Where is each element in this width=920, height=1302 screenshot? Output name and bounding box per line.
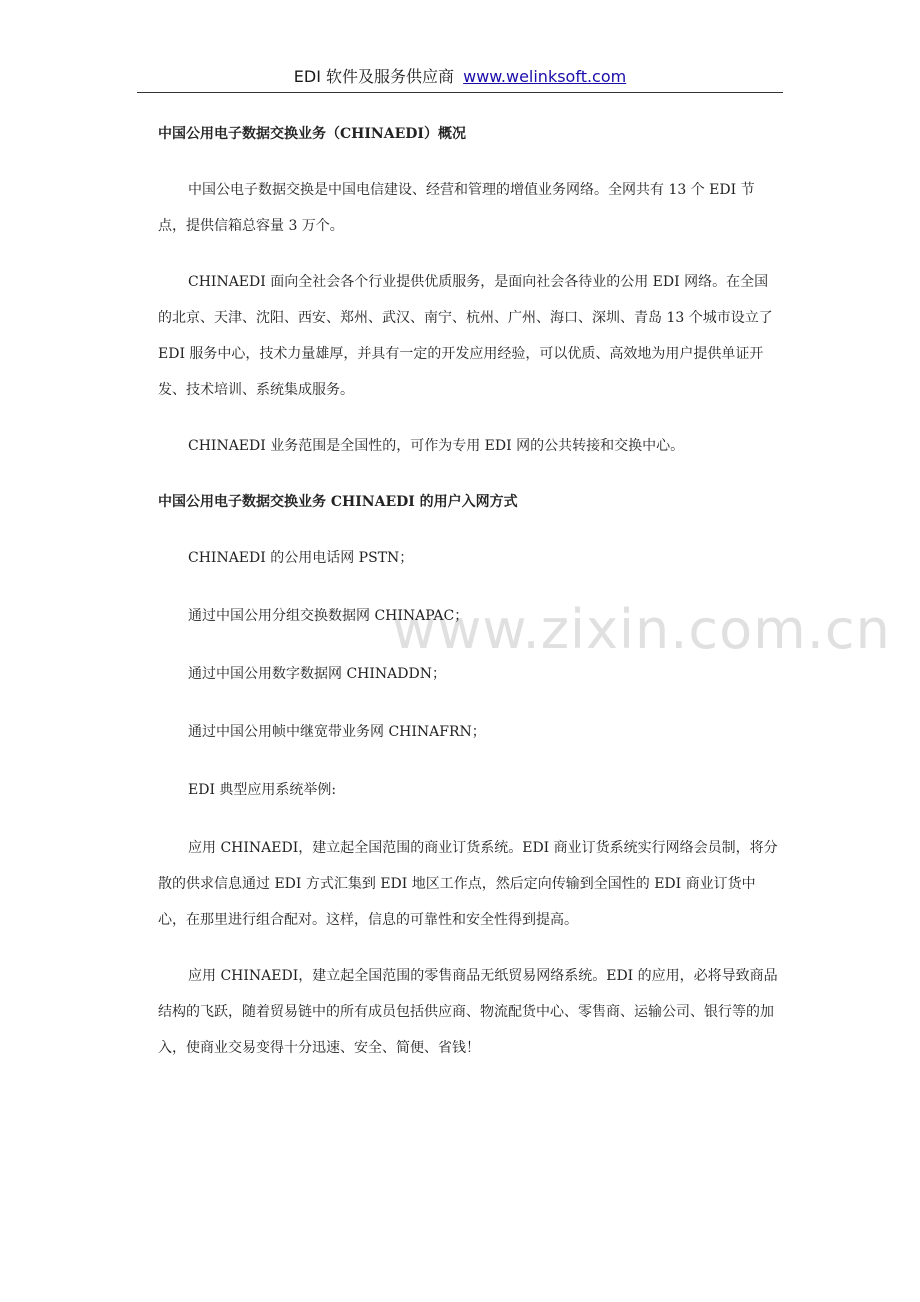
header-divider: [137, 92, 783, 93]
section-heading-overview: 中国公用电子数据交换业务（CHINAEDI）概况: [158, 126, 466, 142]
access-item-chinafrn: 通过中国公用帧中继宽带业务网 CHINAFRN；: [188, 724, 486, 740]
paragraph-intro: 中国公电子数据交换是中国电信建设、经营和管理的增值业务网络。全网共有 13 个 EDI 节点，提供信箱总容量 3 万个。: [158, 182, 755, 234]
paragraph-service: CHINAEDI 面向全社会各个行业提供优质服务，是面向社会各待业的公用 EDI 网络。在全国的北京、天津、沈阳、西安、郑州、武汉、南宁、杭州、广州、海口、深圳、青岛 13 个城市设立了 EDI 服务中心，技术力量雄厚，并具有一定的开发应用经验，可以优质、高效地为用户提供单证开发、技术培训、系统集成服务。: [158, 274, 773, 398]
access-item-pstn: CHINAEDI 的公用电话网 PSTN；: [188, 550, 414, 566]
document-body: [158, 116, 778, 1086]
paragraph-paperless-trade: 应用 CHINAEDI，建立起全国范围的零售商品无纸贸易网络系统。EDI 的应用，必将导致商品结构的飞跃，随着贸易链中的所有成员包括供应商、物流配货中心、零售商、运输公司、银行等的加入，使商业交易变得十分迅速、安全、简便、省钱！: [158, 968, 778, 1056]
paragraph-ordering-system: 应用 CHINAEDI，建立起全国范围的商业订货系统。EDI 商业订货系统实行网络会员制，将分散的供求信息通过 EDI 方式汇集到 EDI 地区工作点，然后定向传输到全国性的 EDI 商业订货中心，在那里进行组合配对。这样，信息的可靠性和安全性得到提高。: [158, 840, 778, 928]
access-item-chinapac: 通过中国公用分组交换数据网 CHINAPAC；: [188, 608, 469, 624]
page-header: [137, 62, 783, 92]
section-heading-access: 中国公用电子数据交换业务 CHINAEDI 的用户入网方式: [158, 494, 518, 510]
paragraph-scope: CHINAEDI 业务范围是全国性的，可作为专用 EDI 网的公共转接和交换中心。: [188, 438, 685, 454]
header-link[interactable]: www.welinksoft.com: [463, 67, 627, 86]
watermark: www.zixin.com.cn: [392, 598, 891, 661]
examples-label: EDI 典型应用系统举例:: [188, 782, 337, 798]
access-item-chinaddn: 通过中国公用数字数据网 CHINADDN；: [188, 666, 446, 682]
header-text: EDI 软件及服务供应商: [293, 67, 455, 86]
